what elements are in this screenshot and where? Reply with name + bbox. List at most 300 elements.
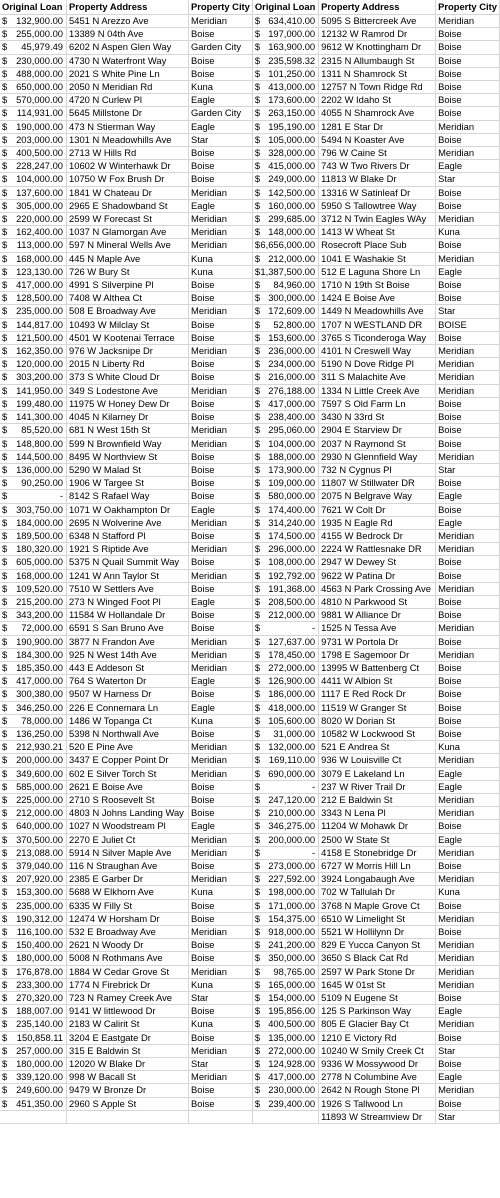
loan-cell[interactable]	[0, 384, 67, 397]
city-cell[interactable]: Star	[436, 1110, 500, 1123]
loan-cell[interactable]	[252, 107, 318, 120]
city-cell[interactable]: Meridian	[436, 622, 500, 635]
address-cell[interactable]: 5521 W Hollilynn Dr	[319, 926, 436, 939]
city-cell[interactable]: Star	[189, 992, 253, 1005]
loan-cell[interactable]	[252, 741, 318, 754]
header-property-address-2[interactable]: Property Address	[319, 0, 436, 15]
address-cell[interactable]: 925 N West 14th Ave	[67, 648, 189, 661]
loan-cell[interactable]	[0, 186, 67, 199]
address-cell[interactable]: 12020 W Blake Dr	[67, 1058, 189, 1071]
address-cell[interactable]: 2713 W Hills Rd	[67, 147, 189, 160]
loan-cell[interactable]	[252, 846, 318, 859]
city-cell[interactable]: Eagle	[436, 1071, 500, 1084]
loan-cell[interactable]	[0, 173, 67, 186]
city-cell[interactable]: Meridian	[436, 939, 500, 952]
city-cell[interactable]: Meridian	[436, 1018, 500, 1031]
address-cell[interactable]: 1041 E Washakie St	[319, 252, 436, 265]
city-cell[interactable]: Meridian	[189, 186, 253, 199]
city-cell[interactable]: Boise	[436, 477, 500, 490]
address-cell[interactable]: 805 E Glacier Bay Ct	[319, 1018, 436, 1031]
address-cell[interactable]: 10602 W Winterhawk Dr	[67, 160, 189, 173]
address-cell[interactable]: 349 S Lodestone Ave	[67, 384, 189, 397]
city-cell[interactable]: Boise	[189, 463, 253, 476]
address-cell[interactable]: 1071 W Oakhampton Dr	[67, 503, 189, 516]
address-cell[interactable]: 2050 N Meridian Rd	[67, 81, 189, 94]
address-cell[interactable]: 3079 E Lakeland Ln	[319, 767, 436, 780]
address-cell[interactable]: 12474 W Horsham Dr	[67, 912, 189, 925]
loan-cell[interactable]	[0, 1058, 67, 1071]
address-cell[interactable]: 520 E Pine Ave	[67, 741, 189, 754]
address-cell[interactable]: 10750 W Fox Brush Dr	[67, 173, 189, 186]
loan-cell[interactable]	[252, 860, 318, 873]
loan-cell[interactable]	[252, 41, 318, 54]
city-cell[interactable]: Boise	[189, 477, 253, 490]
city-cell[interactable]: Meridian	[189, 437, 253, 450]
address-cell[interactable]: 2642 N Rough Stone Pl	[319, 1084, 436, 1097]
loan-cell[interactable]	[252, 1018, 318, 1031]
loan-cell[interactable]	[252, 15, 318, 28]
loan-cell[interactable]	[252, 912, 318, 925]
loan-cell[interactable]	[0, 199, 67, 212]
city-cell[interactable]: Boise	[189, 331, 253, 344]
address-cell[interactable]: 3768 N Maple Grove Ct	[319, 899, 436, 912]
loan-cell[interactable]	[0, 820, 67, 833]
city-cell[interactable]: Meridian	[436, 213, 500, 226]
loan-cell[interactable]	[0, 952, 67, 965]
address-cell[interactable]: 6202 N Aspen Glen Way	[67, 41, 189, 54]
address-cell[interactable]: 2597 W Park Stone Dr	[319, 965, 436, 978]
loan-cell[interactable]	[252, 160, 318, 173]
city-cell[interactable]: Eagle	[436, 160, 500, 173]
address-cell[interactable]: 5494 N Koaster Ave	[319, 133, 436, 146]
city-cell[interactable]: Boise	[436, 107, 500, 120]
address-cell[interactable]: 5914 N Silver Maple Ave	[67, 846, 189, 859]
city-cell[interactable]: Kuna	[189, 81, 253, 94]
loan-cell[interactable]	[0, 424, 67, 437]
address-cell[interactable]: 11807 W Stillwater DR	[319, 477, 436, 490]
loan-cell[interactable]	[252, 543, 318, 556]
loan-cell[interactable]	[0, 437, 67, 450]
city-cell[interactable]: Boise	[189, 160, 253, 173]
city-cell[interactable]: Boise	[189, 556, 253, 569]
loan-cell[interactable]	[252, 81, 318, 94]
header-original-loan-2[interactable]: Original Loan	[252, 0, 318, 15]
address-cell[interactable]: 2385 E Garber Dr	[67, 873, 189, 886]
loan-cell[interactable]	[252, 833, 318, 846]
city-cell[interactable]: Star	[436, 463, 500, 476]
loan-cell[interactable]	[252, 239, 318, 252]
address-cell[interactable]: 2965 E Shadowband St	[67, 199, 189, 212]
city-cell[interactable]: Boise	[189, 529, 253, 542]
loan-cell[interactable]	[252, 252, 318, 265]
address-cell[interactable]: 5375 N Quail Summit Way	[67, 556, 189, 569]
loan-cell[interactable]	[0, 873, 67, 886]
loan-cell[interactable]	[0, 582, 67, 595]
loan-cell[interactable]	[0, 899, 67, 912]
city-cell[interactable]: Boise	[436, 635, 500, 648]
loan-cell[interactable]	[0, 516, 67, 529]
loan-cell[interactable]	[252, 793, 318, 806]
city-cell[interactable]: Boise	[189, 28, 253, 41]
loan-cell[interactable]	[252, 173, 318, 186]
address-cell[interactable]: 998 W Bacall St	[67, 1071, 189, 1084]
loan-cell[interactable]	[0, 226, 67, 239]
address-cell[interactable]: 8142 S Rafael Way	[67, 490, 189, 503]
address-cell[interactable]: 1117 E Red Rock Dr	[319, 688, 436, 701]
loan-cell[interactable]	[252, 94, 318, 107]
loan-cell[interactable]	[0, 239, 67, 252]
address-cell[interactable]: 723 N Ramey Creek Ave	[67, 992, 189, 1005]
address-cell[interactable]: 2183 W Calirit St	[67, 1018, 189, 1031]
address-cell[interactable]: 9141 W littlewood Dr	[67, 1005, 189, 1018]
loan-cell[interactable]	[0, 543, 67, 556]
city-cell[interactable]: Boise	[436, 28, 500, 41]
address-cell[interactable]: 2904 E Starview Dr	[319, 424, 436, 437]
loan-cell[interactable]	[252, 384, 318, 397]
address-cell[interactable]: 532 E Broadway Ave	[67, 926, 189, 939]
city-cell[interactable]: Meridian	[436, 252, 500, 265]
address-cell[interactable]: 9622 W Patina Dr	[319, 569, 436, 582]
address-cell[interactable]: 3430 N 33rd St	[319, 411, 436, 424]
city-cell[interactable]: Boise	[436, 860, 500, 873]
empty-cell[interactable]	[67, 1110, 189, 1123]
address-cell[interactable]: 2270 E Juliet Ct	[67, 833, 189, 846]
loan-cell[interactable]	[0, 1071, 67, 1084]
city-cell[interactable]: Boise	[436, 820, 500, 833]
address-cell[interactable]: 7597 S Old Farm Ln	[319, 397, 436, 410]
loan-cell[interactable]	[252, 661, 318, 674]
loan-cell[interactable]	[252, 279, 318, 292]
city-cell[interactable]: Boise	[189, 952, 253, 965]
address-cell[interactable]: 5290 W Malad St	[67, 463, 189, 476]
address-cell[interactable]: 1037 N Glamorgan Ave	[67, 226, 189, 239]
loan-cell[interactable]	[252, 358, 318, 371]
loan-cell[interactable]	[252, 952, 318, 965]
loan-cell[interactable]	[0, 701, 67, 714]
loan-cell[interactable]	[252, 345, 318, 358]
loan-cell[interactable]	[252, 199, 318, 212]
address-cell[interactable]: 3437 E Copper Point Dr	[67, 754, 189, 767]
loan-cell[interactable]	[252, 411, 318, 424]
city-cell[interactable]: Kuna	[436, 741, 500, 754]
address-cell[interactable]: 1027 N Woodstream Pl	[67, 820, 189, 833]
city-cell[interactable]: Meridian	[189, 15, 253, 28]
loan-cell[interactable]	[0, 490, 67, 503]
loan-cell[interactable]	[0, 1084, 67, 1097]
loan-cell[interactable]	[0, 529, 67, 542]
loan-cell[interactable]	[0, 939, 67, 952]
city-cell[interactable]: Star	[189, 133, 253, 146]
address-cell[interactable]: 273 N Winged Foot Pl	[67, 595, 189, 608]
city-cell[interactable]: Kuna	[436, 226, 500, 239]
loan-cell[interactable]	[0, 133, 67, 146]
address-cell[interactable]: 116 N Straughan Ave	[67, 860, 189, 873]
city-cell[interactable]: Meridian	[436, 846, 500, 859]
address-cell[interactable]: 11204 W Mohawk Dr	[319, 820, 436, 833]
city-cell[interactable]: Meridian	[189, 754, 253, 767]
address-cell[interactable]: 2075 N Belgrave Way	[319, 490, 436, 503]
city-cell[interactable]: Eagle	[436, 767, 500, 780]
city-cell[interactable]: Boise	[189, 912, 253, 925]
loan-cell[interactable]	[0, 252, 67, 265]
city-cell[interactable]: Eagle	[189, 820, 253, 833]
city-cell[interactable]: Eagle	[189, 199, 253, 212]
city-cell[interactable]: Meridian	[189, 926, 253, 939]
address-cell[interactable]: 4730 N Waterfront Way	[67, 54, 189, 67]
loan-cell[interactable]	[252, 556, 318, 569]
address-cell[interactable]: 3343 N Lena Pl	[319, 807, 436, 820]
city-cell[interactable]: Meridian	[436, 345, 500, 358]
loan-cell[interactable]	[252, 622, 318, 635]
city-cell[interactable]: Kuna	[189, 714, 253, 727]
address-cell[interactable]: 2778 N Columbine Ave	[319, 1071, 436, 1084]
loan-cell[interactable]	[0, 754, 67, 767]
loan-cell[interactable]	[0, 503, 67, 516]
city-cell[interactable]: Boise	[436, 292, 500, 305]
city-cell[interactable]: Boise	[436, 661, 500, 674]
city-cell[interactable]: Boise	[189, 371, 253, 384]
loan-cell[interactable]	[0, 279, 67, 292]
loan-cell[interactable]	[252, 582, 318, 595]
loan-cell[interactable]	[252, 28, 318, 41]
address-cell[interactable]: 599 N Brownfield Way	[67, 437, 189, 450]
address-cell[interactable]: 4991 S Silverpine Pl	[67, 279, 189, 292]
header-property-city[interactable]: Property City	[189, 0, 253, 15]
address-cell[interactable]: 1241 W Ann Taylor St	[67, 569, 189, 582]
address-cell[interactable]: 6727 W Morris Hill Ln	[319, 860, 436, 873]
address-cell[interactable]: 5451 N Arezzo Ave	[67, 15, 189, 28]
city-cell[interactable]: Eagle	[189, 595, 253, 608]
address-cell[interactable]: 1334 N Little Creek Ave	[319, 384, 436, 397]
city-cell[interactable]: Boise	[189, 939, 253, 952]
address-cell[interactable]: 2315 N Allumbaugh St	[319, 54, 436, 67]
address-cell[interactable]: 9507 W Harness Dr	[67, 688, 189, 701]
city-cell[interactable]: Boise	[436, 727, 500, 740]
city-cell[interactable]: Kuna	[436, 886, 500, 899]
loan-cell[interactable]	[0, 767, 67, 780]
city-cell[interactable]: Boise	[436, 67, 500, 80]
city-cell[interactable]: Boise	[436, 133, 500, 146]
loan-cell[interactable]	[252, 292, 318, 305]
city-cell[interactable]: Meridian	[189, 305, 253, 318]
address-cell[interactable]: 12757 N Town Ridge Rd	[319, 81, 436, 94]
address-cell[interactable]: 602 E Silver Torch St	[67, 767, 189, 780]
loan-cell[interactable]	[0, 477, 67, 490]
address-cell[interactable]: 11519 W Granger St	[319, 701, 436, 714]
address-cell[interactable]: Rosecroft Place Sub	[319, 239, 436, 252]
loan-cell[interactable]	[0, 67, 67, 80]
city-cell[interactable]: Boise	[436, 41, 500, 54]
city-cell[interactable]: Meridian	[436, 582, 500, 595]
address-cell[interactable]: 1301 N Meadowhills Ave	[67, 133, 189, 146]
header-property-address[interactable]: Property Address	[67, 0, 189, 15]
address-cell[interactable]: 212 E Baldwin St	[319, 793, 436, 806]
loan-cell[interactable]	[0, 926, 67, 939]
address-cell[interactable]: 4810 N Parkwood St	[319, 595, 436, 608]
address-cell[interactable]: 796 W Caine St	[319, 147, 436, 160]
loan-cell[interactable]	[0, 411, 67, 424]
loan-cell[interactable]	[252, 147, 318, 160]
loan-cell[interactable]	[0, 807, 67, 820]
address-cell[interactable]: 125 S Parkinson Way	[319, 1005, 436, 1018]
city-cell[interactable]: Boise	[436, 1031, 500, 1044]
city-cell[interactable]: Boise	[189, 688, 253, 701]
loan-cell[interactable]	[0, 833, 67, 846]
city-cell[interactable]: Meridian	[189, 569, 253, 582]
city-cell[interactable]: Boise	[189, 173, 253, 186]
city-cell[interactable]: Meridian	[436, 648, 500, 661]
loan-cell[interactable]	[0, 41, 67, 54]
address-cell[interactable]: 1311 N Shamrock St	[319, 67, 436, 80]
city-cell[interactable]: Boise	[189, 582, 253, 595]
address-cell[interactable]: 1774 N Firebrick Dr	[67, 978, 189, 991]
loan-cell[interactable]	[0, 992, 67, 1005]
address-cell[interactable]: 2037 N Raymond St	[319, 437, 436, 450]
city-cell[interactable]: Eagle	[189, 120, 253, 133]
loan-cell[interactable]	[252, 714, 318, 727]
city-cell[interactable]: Garden City	[189, 41, 253, 54]
loan-cell[interactable]	[0, 94, 67, 107]
address-cell[interactable]: 1413 W Wheat St	[319, 226, 436, 239]
address-cell[interactable]: 6591 S San Bruno Ave	[67, 622, 189, 635]
city-cell[interactable]: Meridian	[189, 661, 253, 674]
loan-cell[interactable]	[0, 860, 67, 873]
loan-cell[interactable]	[252, 727, 318, 740]
address-cell[interactable]: 1645 W 01st St	[319, 978, 436, 991]
loan-cell[interactable]	[252, 529, 318, 542]
address-cell[interactable]: 1921 S Riptide Ave	[67, 543, 189, 556]
loan-cell[interactable]	[0, 741, 67, 754]
loan-cell[interactable]	[0, 371, 67, 384]
city-cell[interactable]: Star	[436, 1044, 500, 1057]
loan-cell[interactable]	[252, 635, 318, 648]
address-cell[interactable]: 4101 N Creswell Way	[319, 345, 436, 358]
loan-cell[interactable]	[252, 54, 318, 67]
loan-cell[interactable]	[0, 15, 67, 28]
city-cell[interactable]: Meridian	[189, 833, 253, 846]
city-cell[interactable]: Meridian	[189, 384, 253, 397]
address-cell[interactable]: 7408 W Althea Ct	[67, 292, 189, 305]
loan-cell[interactable]	[0, 213, 67, 226]
city-cell[interactable]: Boise	[189, 318, 253, 331]
address-cell[interactable]: 597 N Mineral Wells Ave	[67, 239, 189, 252]
address-cell[interactable]: 5109 N Eugene St	[319, 992, 436, 1005]
city-cell[interactable]: Meridian	[189, 741, 253, 754]
city-cell[interactable]: Meridian	[436, 965, 500, 978]
address-cell[interactable]: 1707 N WESTLAND DR	[319, 318, 436, 331]
city-cell[interactable]: Boise	[436, 503, 500, 516]
loan-cell[interactable]	[252, 1110, 318, 1123]
address-cell[interactable]: 4803 N Johns Landing Way	[67, 807, 189, 820]
address-cell[interactable]: 1210 E Victory Rd	[319, 1031, 436, 1044]
address-cell[interactable]: 8495 W Northview St	[67, 450, 189, 463]
loan-cell[interactable]	[252, 186, 318, 199]
city-cell[interactable]: Meridian	[189, 965, 253, 978]
city-cell[interactable]: Eagle	[436, 490, 500, 503]
city-cell[interactable]: Meridian	[436, 450, 500, 463]
city-cell[interactable]: Boise	[189, 54, 253, 67]
address-cell[interactable]: 3650 S Black Cat Rd	[319, 952, 436, 965]
city-cell[interactable]: Eagle	[189, 503, 253, 516]
city-cell[interactable]: Meridian	[436, 358, 500, 371]
loan-cell[interactable]	[252, 1031, 318, 1044]
city-cell[interactable]: Boise	[436, 556, 500, 569]
loan-cell[interactable]	[252, 226, 318, 239]
address-cell[interactable]: 2224 W Rattlesnake DR	[319, 543, 436, 556]
city-cell[interactable]: Boise	[189, 727, 253, 740]
address-cell[interactable]: 5008 N Rothmans Ave	[67, 952, 189, 965]
address-cell[interactable]: 726 W Bury St	[67, 265, 189, 278]
city-cell[interactable]: Meridian	[436, 912, 500, 925]
city-cell[interactable]: Boise	[436, 675, 500, 688]
city-cell[interactable]: Boise	[189, 279, 253, 292]
loan-cell[interactable]	[252, 371, 318, 384]
loan-cell[interactable]	[0, 318, 67, 331]
address-cell[interactable]: 3924 Longabaugh Ave	[319, 873, 436, 886]
city-cell[interactable]: Meridian	[189, 767, 253, 780]
loan-cell[interactable]	[252, 701, 318, 714]
city-cell[interactable]: Boise	[189, 67, 253, 80]
address-cell[interactable]: 702 W Tallulah Dr	[319, 886, 436, 899]
city-cell[interactable]: Boise	[436, 94, 500, 107]
loan-cell[interactable]	[0, 978, 67, 991]
loan-cell[interactable]	[252, 490, 318, 503]
address-cell[interactable]: 1424 E Boise Ave	[319, 292, 436, 305]
address-cell[interactable]: 9881 W Alliance Dr	[319, 609, 436, 622]
address-cell[interactable]: 5190 N Dove Ridge Pl	[319, 358, 436, 371]
address-cell[interactable]: 1935 N Eagle Rd	[319, 516, 436, 529]
city-cell[interactable]: Eagle	[436, 780, 500, 793]
city-cell[interactable]: Meridian	[436, 978, 500, 991]
city-cell[interactable]: Boise	[189, 793, 253, 806]
loan-cell[interactable]	[252, 463, 318, 476]
city-cell[interactable]: BOISE	[436, 318, 500, 331]
loan-cell[interactable]	[0, 358, 67, 371]
city-cell[interactable]: Boise	[189, 807, 253, 820]
header-property-city-2[interactable]: Property City	[436, 0, 500, 15]
loan-cell[interactable]	[252, 1005, 318, 1018]
address-cell[interactable]: 9479 W Bronze Dr	[67, 1084, 189, 1097]
address-cell[interactable]: 237 W River Trail Dr	[319, 780, 436, 793]
city-cell[interactable]: Boise	[189, 292, 253, 305]
address-cell[interactable]: 443 E Addeson St	[67, 661, 189, 674]
address-cell[interactable]: 521 E Andrea St	[319, 741, 436, 754]
city-cell[interactable]: Boise	[189, 622, 253, 635]
city-cell[interactable]: Meridian	[189, 516, 253, 529]
city-cell[interactable]: Boise	[436, 424, 500, 437]
address-cell[interactable]: 4045 N Kilarney Dr	[67, 411, 189, 424]
loan-cell[interactable]	[252, 992, 318, 1005]
empty-cell[interactable]	[189, 1110, 253, 1123]
loan-cell[interactable]	[252, 886, 318, 899]
loan-cell[interactable]	[252, 265, 318, 278]
address-cell[interactable]: 445 N Maple Ave	[67, 252, 189, 265]
city-cell[interactable]: Boise	[436, 595, 500, 608]
address-cell[interactable]: 373 S White Cloud Dr	[67, 371, 189, 384]
city-cell[interactable]: Star	[189, 1058, 253, 1071]
loan-cell[interactable]	[0, 1044, 67, 1057]
address-cell[interactable]: 1281 E Star Dr	[319, 120, 436, 133]
loan-cell[interactable]	[252, 1058, 318, 1071]
city-cell[interactable]: Kuna	[189, 978, 253, 991]
address-cell[interactable]: 5398 N Northwall Ave	[67, 727, 189, 740]
city-cell[interactable]: Eagle	[436, 265, 500, 278]
address-cell[interactable]: 4155 W Bedrock Dr	[319, 529, 436, 542]
address-cell[interactable]: 2500 W State St	[319, 833, 436, 846]
city-cell[interactable]: Eagle	[436, 1005, 500, 1018]
loan-cell[interactable]	[0, 397, 67, 410]
city-cell[interactable]: Kuna	[189, 252, 253, 265]
